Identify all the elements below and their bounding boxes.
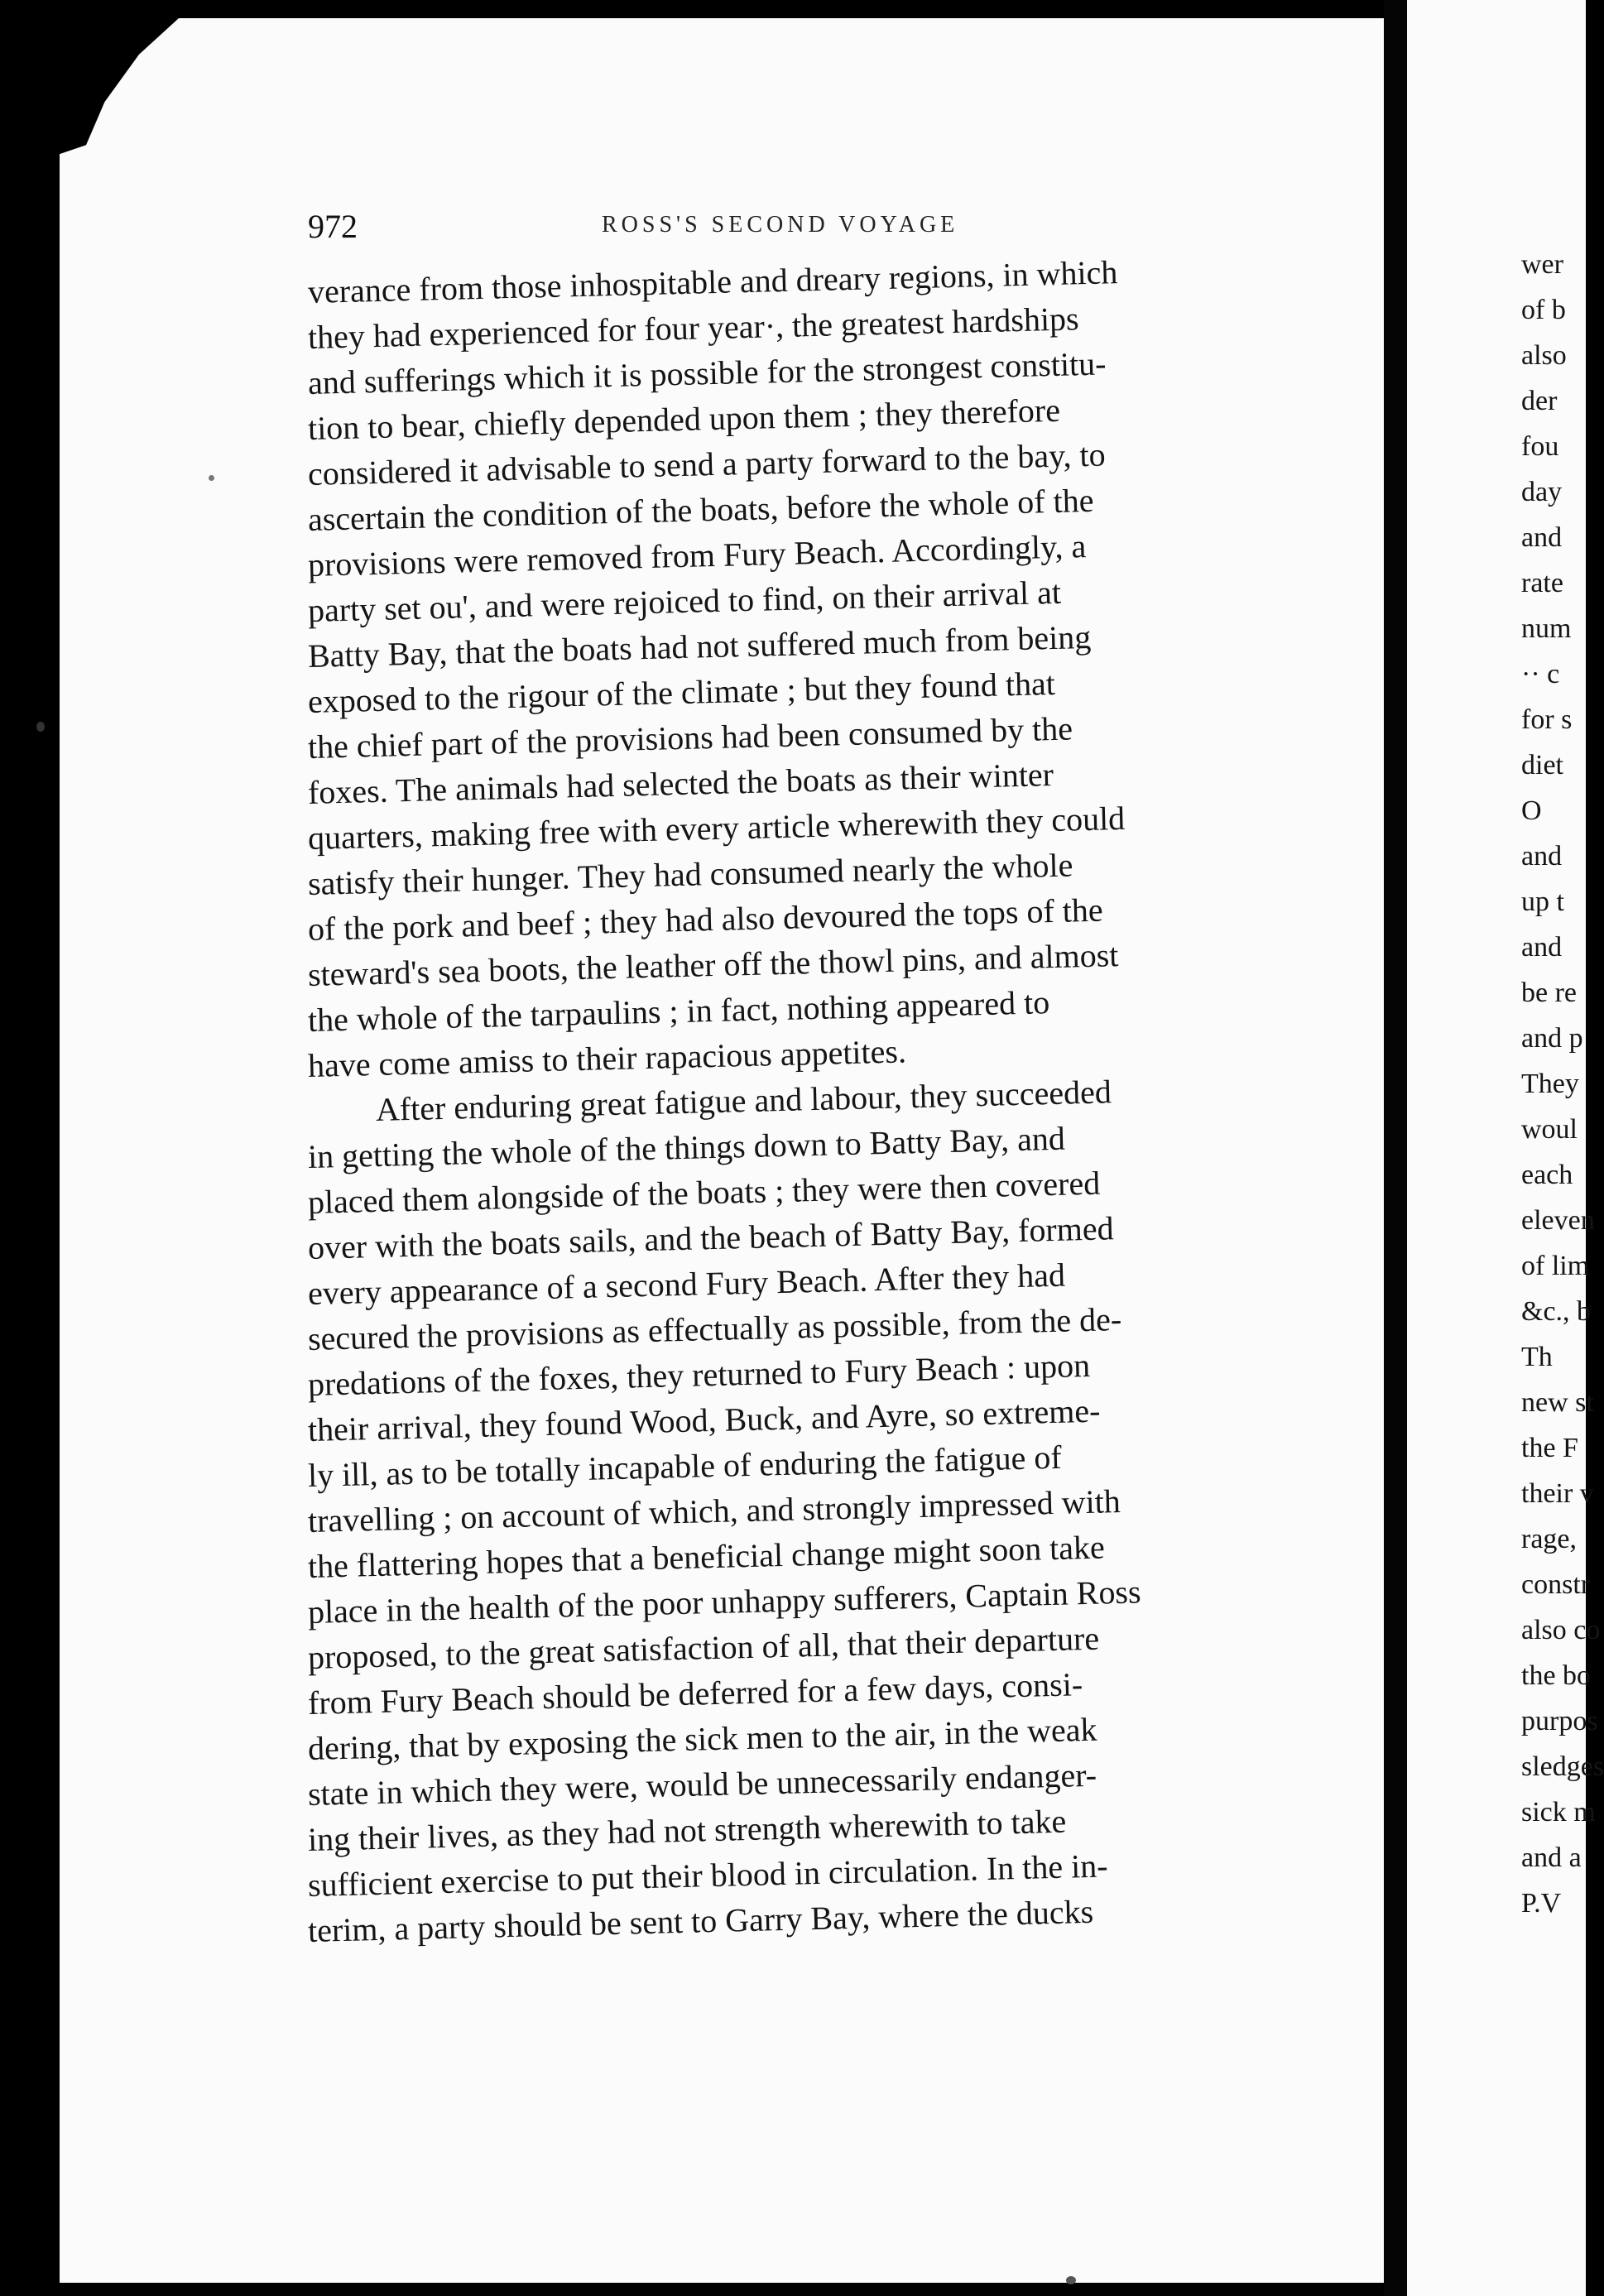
facing-text-line: constr [1521,1569,1591,1600]
gutter-shadow [1384,0,1407,2296]
text-line: terim, a party should be sent to Garry Bay, where the ducks [307,1892,1094,1949]
text-line: state in which they were, would be unnecessarily endanger- [307,1756,1097,1813]
facing-text-line: eleven [1521,1205,1595,1236]
text-line: party set ou', and were rejoiced to find, on their arrival at [307,573,1062,629]
facing-text-line: and [1521,841,1563,872]
text-line: steward's sea boots, the leather off the thowl pins, and almost [307,936,1119,993]
text-line: travelling ; on account of which, and strongly impressed with [307,1482,1121,1539]
text-line: from Fury Beach should be deferred for a few days, consi- [307,1665,1083,1722]
facing-text-line: the bo [1521,1660,1592,1691]
text-line: they had experienced for four year·, the greatest hardships [307,300,1080,356]
text-line: have come amiss to their rapacious appetites. [307,1032,907,1084]
facing-text-line: also co [1521,1615,1601,1645]
text-line: After enduring great fatigue and labour, they succeeded [375,1073,1112,1128]
text-line: over with the boats sails, and the beach of Batty Bay, formed [307,1209,1115,1266]
facing-text-line: new st [1521,1387,1594,1418]
text-line: ly ill, as to be totally incapable of enduring the fatigue of [307,1438,1063,1494]
body-text [307,253,1285,1953]
text-line: provisions were removed from Fury Beach. Accordingly, a [307,527,1087,584]
text-line: proposed, to the great satisfaction of all, that their departure [307,1619,1100,1676]
facing-text-line: for s [1521,704,1573,735]
facing-text-line: purpos [1521,1706,1598,1736]
facing-text-line: of b [1521,295,1566,325]
text-line: placed them alongside of the boats ; they were then covered [307,1164,1101,1221]
text-line: the flattering hopes that a beneficial change might soon take [307,1528,1106,1585]
text-line: sufficient exercise to put their blood in circulation. In the in- [307,1847,1109,1904]
facing-text-line: Th [1521,1342,1553,1372]
facing-text-line: P.V [1521,1888,1562,1919]
facing-text-line: and a [1521,1842,1582,1873]
text-line: Batty Bay, that the boats had not suffered much from being [307,617,1092,675]
text-line: dering, that by exposing the sick men to the air, in the weak [307,1710,1097,1767]
facing-text-line: up t [1521,886,1564,917]
text-line: in getting the whole of the things down to Batty Bay, and [307,1119,1066,1175]
facing-text-line: wer [1521,249,1563,280]
text-line: place in the health of the poor unhappy sufferers, Captain Ross [307,1573,1142,1631]
facing-text-line: also [1521,340,1567,371]
facing-text-line: &c., b [1521,1296,1592,1327]
facing-text-line: and [1521,522,1563,553]
text-line: their arrival, they found Wood, Buck, and Ayre, so extreme- [307,1391,1101,1448]
facing-text-line: their v [1521,1478,1594,1509]
text-line: exposed to the rigour of the climate ; but they found that [307,664,1056,720]
text-line: ascertain the condition of the boats, before the whole of the [307,481,1094,538]
ink-speck [209,475,214,481]
facing-text-line: day [1521,477,1563,507]
ink-speck [36,722,45,732]
text-line: the whole of the tarpaulins ; in fact, nothing appeared to [307,983,1050,1039]
text-line: foxes. The animals had selected the boats as their winter [307,755,1054,811]
facing-text-line: and p [1521,1023,1583,1054]
facing-text-line: woul [1521,1114,1578,1145]
running-head: ROSS'S SECOND VOYAGE [602,212,959,238]
page-number: 972 [308,208,358,245]
text-line: satisfy their hunger. They had consumed nearly the whole [307,846,1073,902]
text-line: every appearance of a second Fury Beach. After they had [307,1256,1066,1312]
facing-text-line: O [1521,795,1542,826]
facing-text-line: diet [1521,750,1563,781]
text-line: secured the provisions as effectually as possible, from the de- [307,1299,1122,1357]
text-line: considered it advisable to send a party forward to the bay, to [307,435,1107,492]
text-line: the chief part of the provisions had been consumed by the [307,709,1073,766]
facing-text-line: and [1521,932,1563,963]
text-line: quarters, making free with every article wherewith they could [307,799,1126,857]
facing-text-line: sledges [1521,1751,1604,1782]
facing-text-line: each [1521,1160,1573,1190]
facing-text-line: rage, [1521,1524,1578,1554]
facing-text-line: of lim [1521,1251,1590,1281]
facing-text-line: be re [1521,977,1578,1008]
facing-text-line: der [1521,386,1558,416]
ink-speck [1066,2276,1076,2284]
text-line: tion to bear, chiefly depended upon them ; they therefore [307,391,1061,447]
text-line: verance from those inhospitable and dreary regions, in which [307,253,1118,310]
text-line: of the pork and beef ; they had also devoured the tops of the [307,891,1104,948]
facing-text-line: the F [1521,1433,1578,1463]
facing-page-text [1521,242,1604,1926]
facing-text-line: num [1521,613,1572,644]
facing-text-line: ·· c [1521,659,1560,689]
text-line: predations of the foxes, they returned to Fury Beach : upon [307,1346,1091,1403]
facing-text-line: They [1521,1069,1579,1099]
text-line: and sufferings which it is possible for the strongest constitu- [307,344,1107,401]
facing-text-line: fou [1521,431,1559,462]
facing-text-line: rate [1521,568,1563,598]
facing-text-line: sick m [1521,1797,1596,1828]
text-line: ing their lives, as they had not strength wherewith to take [307,1802,1067,1858]
